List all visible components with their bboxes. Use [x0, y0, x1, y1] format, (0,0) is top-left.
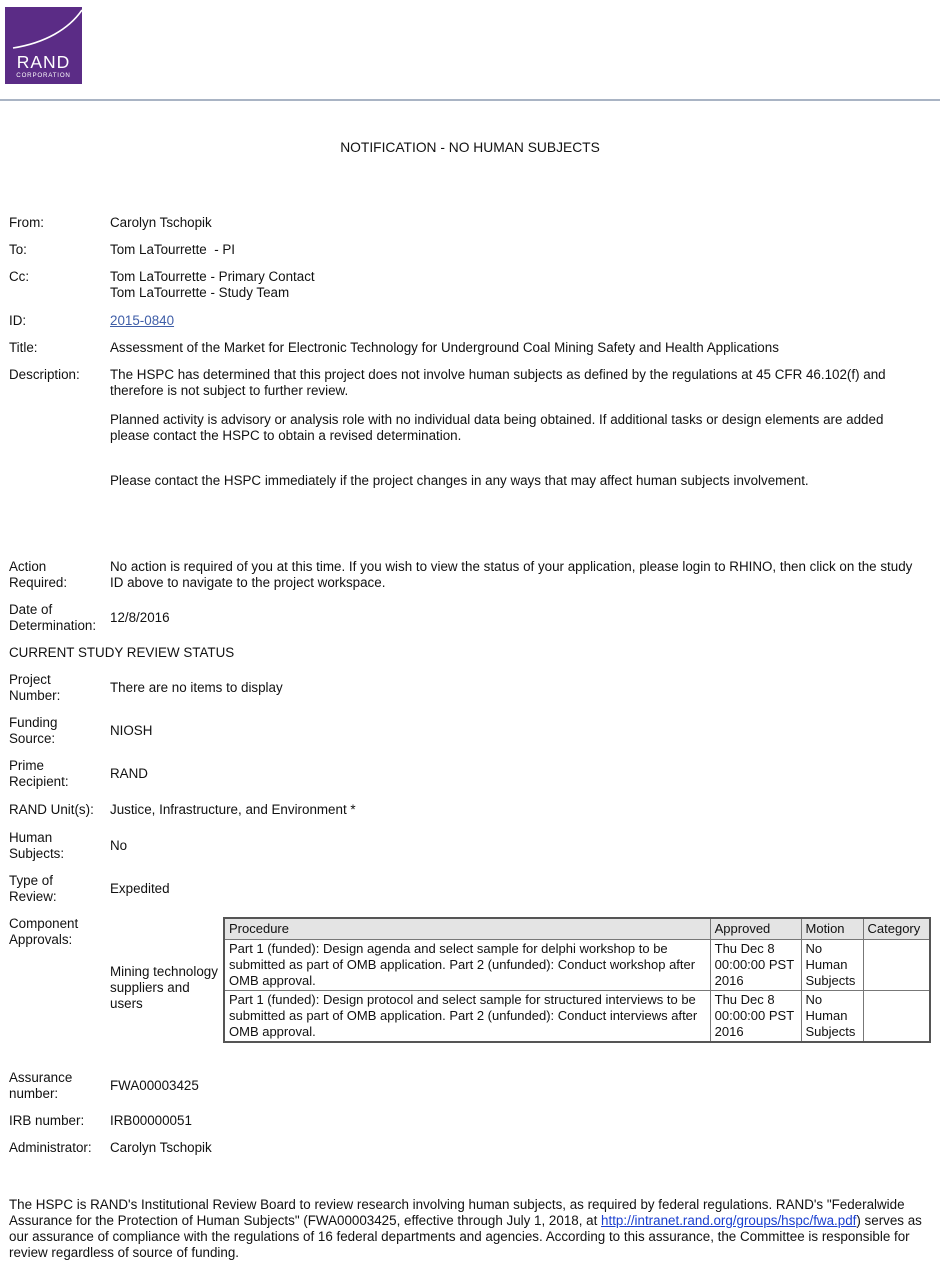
component-name: Mining technology suppliers and users — [110, 964, 218, 1011]
procedure-cell: Part 1 (funded): Design protocol and select sample for structured interviews to be submitted as part of OMB application. Part 2 (unfunded): Conduct interviews after OMB approval. — [224, 991, 710, 1043]
rand-units-value: Justice, Infrastructure, and Environment * — [110, 802, 356, 817]
action-label — [9, 559, 67, 591]
category-cell — [863, 991, 930, 1043]
type-of-review-value: Expedited — [110, 881, 170, 896]
cc-value-1: Tom LaTourrette - Primary Contact — [110, 269, 315, 284]
study-title: Assessment of the Market for Electronic Technology for Underground Coal Mining Safety and Health Applications — [110, 340, 779, 355]
human-subjects-value: No — [110, 838, 128, 853]
procedure-cell: Part 1 (funded): Design agenda and select sample for delphi workshop to be submitted as part of OMB application. Part 2 (unfunded): Conduct workshop after OMB approval. — [224, 940, 710, 991]
header-divider — [0, 99, 940, 101]
prime-recipient-value: RAND — [110, 766, 148, 781]
from-label: From: — [9, 215, 44, 230]
action-label-line1: Action — [9, 559, 47, 574]
table-row — [224, 940, 930, 991]
funding-source-value: NIOSH — [110, 723, 153, 738]
project-number-value: There are no items to display — [110, 680, 283, 695]
to-value: Tom LaTourrette - PI — [110, 242, 236, 257]
prime-recipient-label — [9, 758, 69, 790]
motion-cell: No Human Subjects — [801, 991, 863, 1043]
rand-units-label: RAND Unit(s): — [9, 802, 94, 817]
title-label: Title: — [9, 340, 38, 355]
component-approvals-label-line1: Component — [9, 916, 79, 931]
category-cell — [863, 940, 930, 991]
component-approvals-label — [9, 916, 78, 948]
determination-label — [9, 602, 96, 634]
assurance-label-line2: number: — [9, 1086, 59, 1101]
irb-value: IRB00000051 — [110, 1113, 192, 1128]
column-header-category: Category — [863, 918, 930, 940]
table-row — [224, 991, 930, 1043]
type-of-review-label — [9, 873, 57, 905]
funding-source-label — [9, 715, 57, 747]
assurance-value: FWA00003425 — [110, 1078, 199, 1093]
assurance-label-line1: Assurance — [9, 1070, 73, 1085]
footer-text-before: The HSPC is RAND's Institutional Review Board to review research involving human subjects, as required by federal regulations. RAND's "Federalwide Assurance for the Protection of Human Subjects" (FWA00003425, effective through July 1, 2018, at — [9, 1197, 905, 1228]
column-header-approved: Approved — [710, 918, 801, 940]
cc-label: Cc: — [9, 269, 30, 284]
prime-recipient-label-line1: Prime — [9, 758, 44, 773]
to-label: To: — [9, 242, 27, 257]
motion-cell: No Human Subjects — [801, 940, 863, 991]
type-of-review-label-line2: Review: — [9, 889, 57, 904]
funding-source-label-line2: Source: — [9, 731, 56, 746]
component-approvals-label-line2: Approvals: — [9, 932, 73, 947]
from-value: Carolyn Tschopik — [110, 215, 212, 230]
page-title: NOTIFICATION - NO HUMAN SUBJECTS — [340, 140, 600, 155]
administrator-value: Carolyn Tschopik — [110, 1140, 212, 1155]
human-subjects-label-line1: Human — [9, 830, 53, 845]
action-label-line2: Required: — [9, 575, 68, 590]
project-number-label — [9, 672, 60, 704]
human-subjects-label-line2: Subjects: — [9, 846, 65, 861]
study-id-link[interactable]: 2015-0840 — [110, 313, 175, 328]
approved-cell: Thu Dec 8 00:00:00 PST 2016 — [710, 940, 801, 991]
administrator-label: Administrator: — [9, 1140, 92, 1155]
cc-value-2: Tom LaTourrette - Study Team — [110, 285, 290, 300]
determination-label-line2: Determination: — [9, 618, 97, 633]
description-paragraph-2: Planned activity is advisory or analysis role with no individual data being obtained. If additional tasks or design elements are added please contact the HSPC to obtain a revised determination. — [110, 412, 884, 443]
prime-recipient-label-line2: Recipient: — [9, 774, 69, 789]
column-header-procedure: Procedure — [224, 918, 710, 940]
approvals-table — [223, 917, 931, 1043]
footer-statement — [9, 1197, 934, 1261]
funding-source-label-line1: Funding — [9, 715, 58, 730]
description-label: Description: — [9, 367, 80, 382]
human-subjects-label — [9, 830, 64, 862]
logo-name: RAND — [16, 52, 71, 72]
determination-label-line1: Date of — [9, 602, 53, 617]
type-of-review-label-line1: Type of — [9, 873, 53, 888]
irb-label: IRB number: — [9, 1113, 85, 1128]
column-header-motion: Motion — [801, 918, 863, 940]
action-text: No action is required of you at this time. If you wish to view the status of your application, please login to RHINO, then click on the study ID above to navigate to the project workspace. — [110, 559, 913, 590]
determination-date: 12/8/2016 — [110, 610, 170, 625]
footer-text-after: ) serves as our assurance of compliance with the regulations of 16 federal departments and agencies. According to this assurance, the Committee is responsible for review regardless of source of funding. — [9, 1213, 922, 1260]
logo-subtitle: CORPORATION — [16, 72, 71, 79]
description-paragraph-3: Please contact the HSPC immediately if the project changes in any ways that may affect human subjects involvement. — [110, 473, 809, 488]
table-header-row — [224, 918, 930, 940]
status-heading: CURRENT STUDY REVIEW STATUS — [9, 645, 235, 660]
project-number-label-line2: Number: — [9, 688, 61, 703]
rand-logo — [5, 7, 82, 84]
approved-cell: Thu Dec 8 00:00:00 PST 2016 — [710, 991, 801, 1043]
project-number-label-line1: Project — [9, 672, 51, 687]
description-paragraph-1: The HSPC has determined that this project does not involve human subjects as defined by the regulations at 45 CFR 46.102(f) and therefore is not subject to further review. — [110, 367, 886, 398]
assurance-label — [9, 1070, 72, 1102]
fwa-link[interactable]: http://intranet.rand.org/groups/hspc/fwa.pdf — [601, 1213, 857, 1228]
id-label: ID: — [9, 313, 27, 328]
